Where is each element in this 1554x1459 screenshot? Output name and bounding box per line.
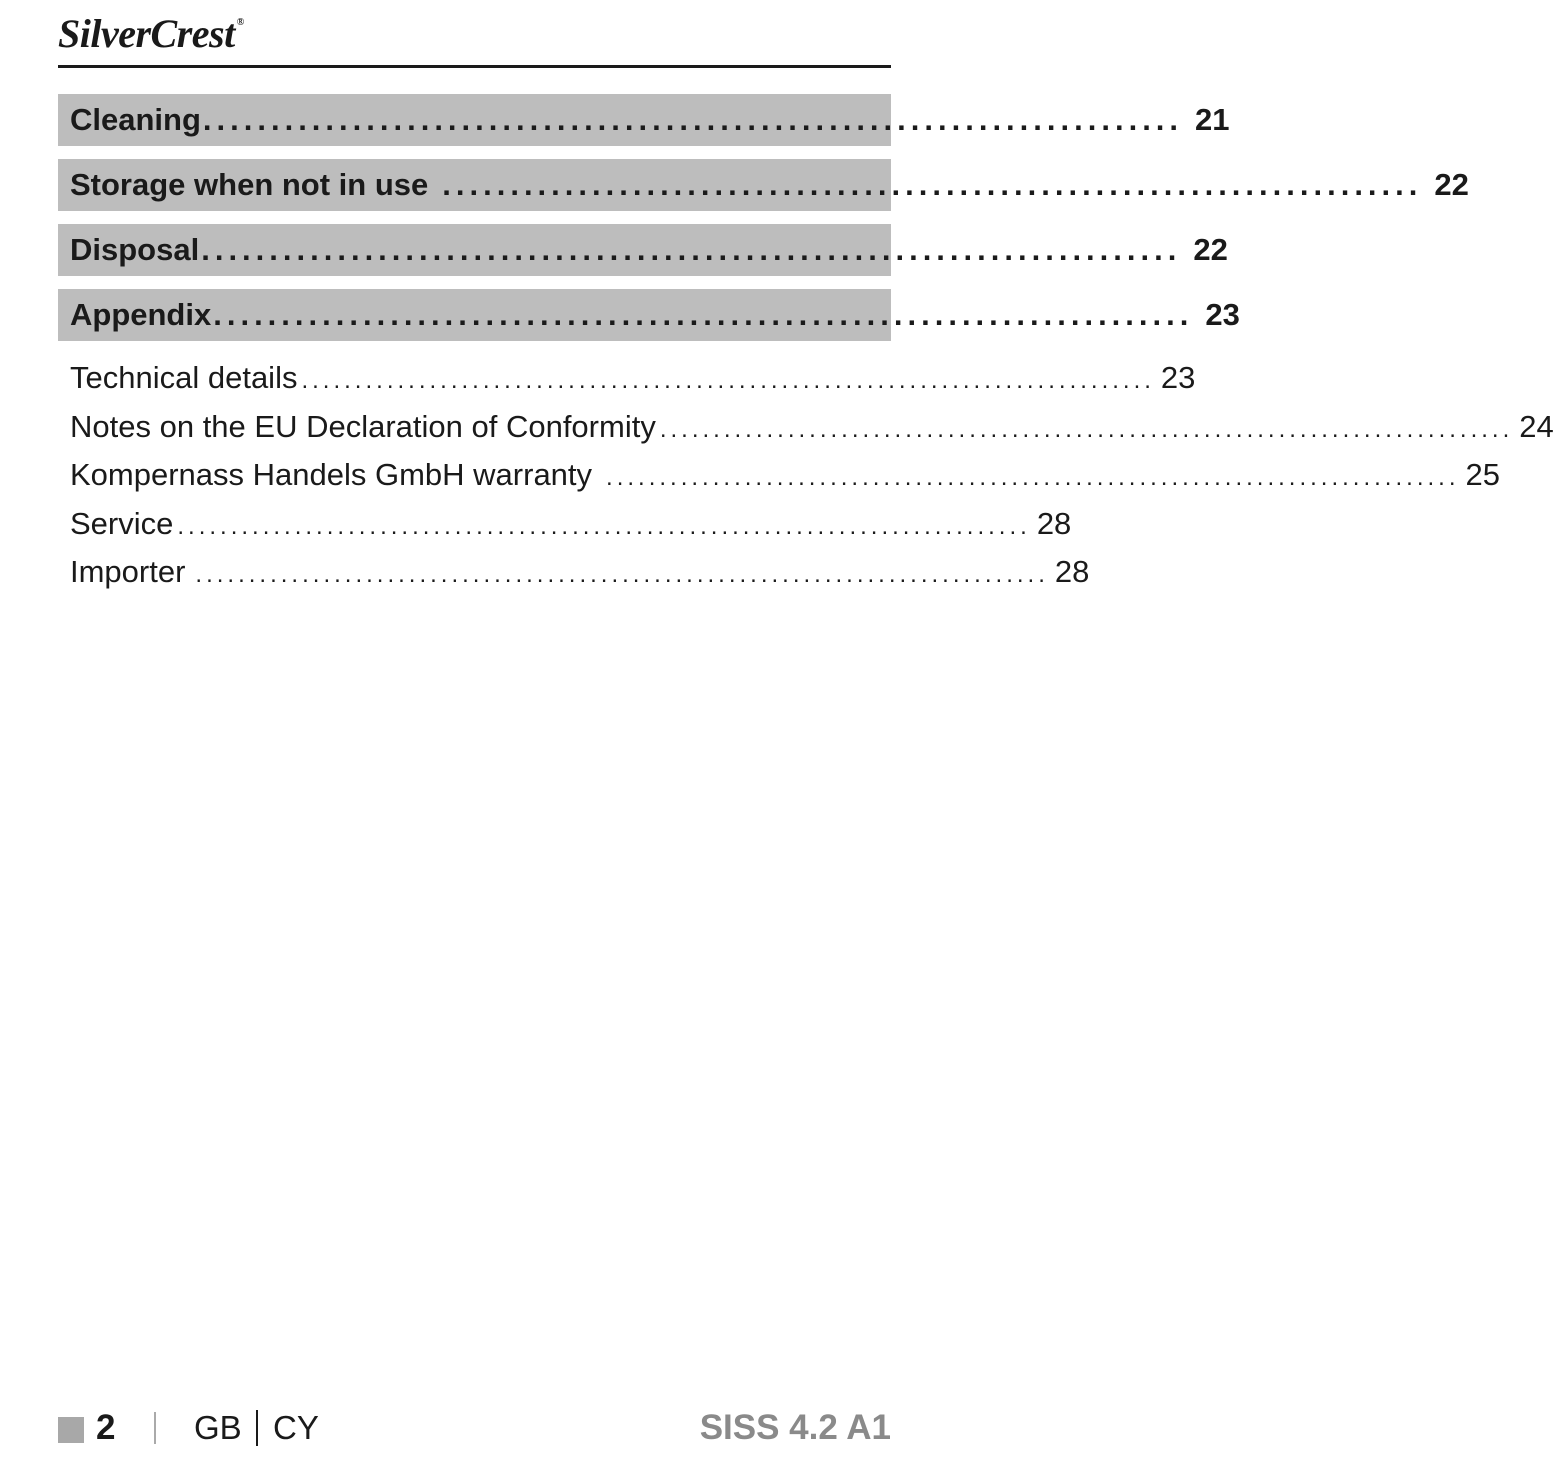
toc-item-technical-details[interactable]	[58, 354, 1196, 403]
toc-item-label: Service	[70, 505, 174, 541]
toc-item-label: Notes on the EU Declaration of Conformity	[70, 408, 656, 444]
dot-leader: ................................................................................	[659, 415, 1514, 443]
toc-item-page: 23	[1160, 360, 1196, 395]
language-code-cy: CY	[273, 1409, 319, 1446]
language-divider	[256, 1410, 258, 1446]
toc-item-page: 25	[1465, 457, 1500, 492]
dot-leader: ................................................................................	[606, 464, 1460, 491]
language-code-gb: GB	[194, 1409, 242, 1446]
toc-section-appendix[interactable]	[58, 289, 1240, 341]
dot-leader: ................................................................................	[195, 561, 1049, 588]
toc-item-service[interactable]	[58, 500, 1072, 549]
toc-section-page: 22	[1193, 232, 1228, 267]
toc-item-page: 28	[1054, 554, 1090, 589]
toc-section-storage[interactable]	[58, 159, 1469, 211]
page-footer	[58, 1406, 891, 1450]
toc-item-label: Technical details	[70, 360, 298, 395]
model-number: SISS 4.2 A1	[699, 1408, 891, 1447]
toc-item-importer[interactable]	[58, 548, 1090, 597]
toc-section-label: Disposal	[70, 232, 200, 267]
dot-leader: ................................................................................	[177, 512, 1031, 540]
dot-leader: ........................................................................	[202, 102, 1184, 137]
toc-item-label: Importer	[70, 554, 186, 589]
table-of-contents	[58, 94, 1554, 597]
toc-section-label: Storage when not in use	[70, 167, 429, 202]
silvercrest-logo	[58, 11, 244, 56]
dot-leader: ........................................................................	[201, 232, 1182, 267]
toc-item-eu-declaration[interactable]	[58, 403, 1554, 452]
toc-item-page: 24	[1519, 408, 1554, 444]
dot-leader: ................................................................................	[301, 367, 1155, 394]
toc-item-warranty[interactable]	[58, 451, 1500, 500]
toc-section-disposal[interactable]	[58, 224, 1228, 276]
dot-leader: ........................................................................	[213, 297, 1194, 332]
toc-section-cleaning[interactable]	[58, 94, 1230, 146]
toc-section-label: Appendix	[70, 297, 212, 332]
header-rule	[58, 65, 891, 68]
toc-item-label: Kompernass Handels GmbH warranty	[70, 457, 593, 492]
logo-text: SilverCrest	[58, 11, 235, 56]
toc-section-page: 22	[1434, 167, 1469, 202]
toc-section-page: 21	[1195, 102, 1230, 137]
toc-item-page: 28	[1036, 505, 1072, 541]
toc-section-label: Cleaning	[70, 102, 201, 137]
toc-section-page: 23	[1205, 297, 1240, 332]
page-number: 2	[96, 1408, 116, 1447]
dot-leader: ........................................................................	[442, 167, 1423, 202]
registered-mark: ®	[236, 17, 244, 28]
page-marker-square	[58, 1417, 84, 1443]
footer-divider	[154, 1412, 156, 1444]
